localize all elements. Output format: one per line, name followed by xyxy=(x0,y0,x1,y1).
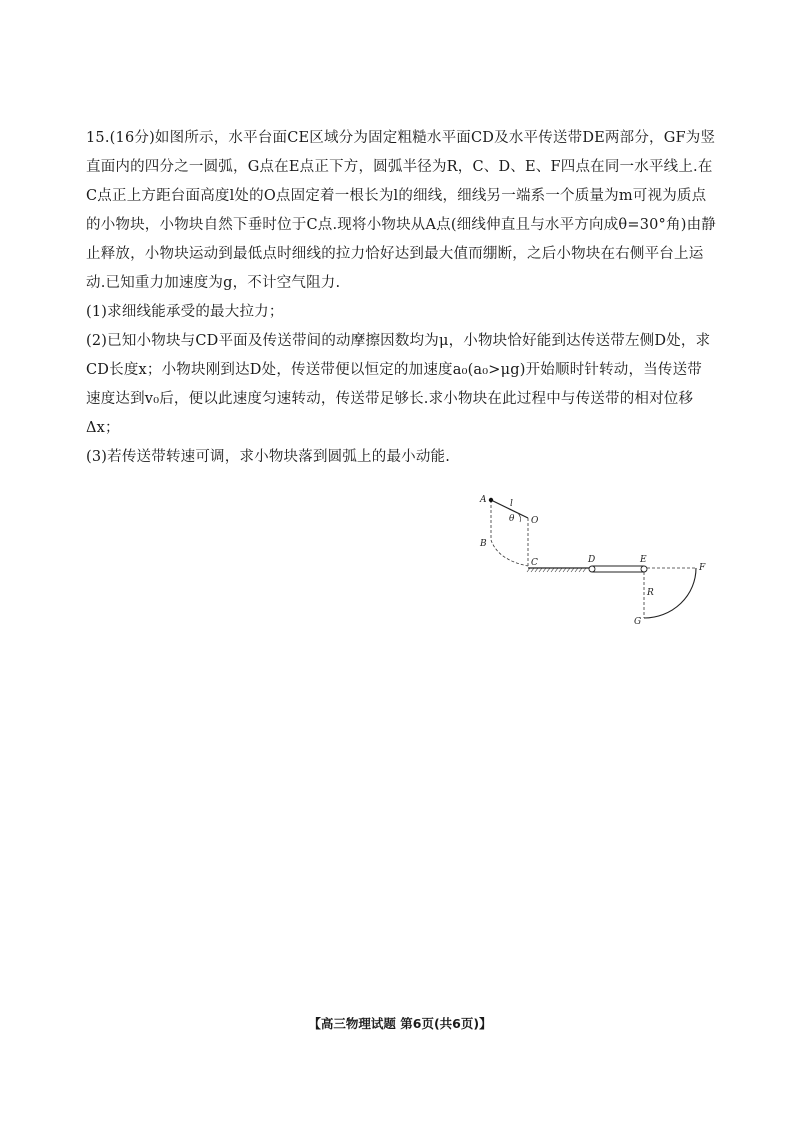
physics-diagram xyxy=(470,488,720,638)
question-1: (1)求细线能承受的最大拉力； xyxy=(86,304,284,320)
label-o: O xyxy=(531,516,539,526)
pulley-d xyxy=(589,566,595,572)
label-a: A xyxy=(480,495,487,505)
question-3: (3)若传送带转速可调，求小物块落到圆弧上的最小动能. xyxy=(86,449,451,465)
point-a xyxy=(489,498,493,502)
problem-15 xyxy=(86,124,716,472)
label-d: D xyxy=(588,555,596,565)
label-g: G xyxy=(634,617,642,627)
page-footer: 【高三物理试题 第6页(共6页)】 xyxy=(308,1016,492,1031)
label-e: E xyxy=(640,555,647,565)
conveyor-belt xyxy=(589,566,647,572)
label-l: l xyxy=(510,499,513,509)
question-2: (2)已知小物块与CD平面及传送带间的动摩擦因数均为μ，小物块恰好能到达传送带左侧D处，求CD长度x；小物块刚到达D处，传送带便以恒定的加速度a₀(a₀>μg)开始顺时针转动，当传送带速度达到v₀后，便以此速度匀速转动，传送带足够长.求小物块在此过程中与传送带的相对位移Δx； xyxy=(86,333,711,436)
label-c: C xyxy=(531,558,538,568)
label-theta: θ xyxy=(509,514,515,524)
swing-arc xyxy=(491,540,528,566)
pulley-e xyxy=(641,566,647,572)
label-f: F xyxy=(699,563,706,573)
label-b: B xyxy=(480,539,487,549)
label-r: R xyxy=(647,588,654,598)
problem-stem: 15.(16分)如图所示，水平台面CE区域分为固定粗糙水平面CD及水平传送带DE两部分，GF为竖直面内的四分之一圆弧，G点在E点正下方，圆弧半径为R，C、D、E、F四点在同一水平线上.在C点正上方距台面高度l处的O点固定着一根长为l的细线，细线另一端系一个质量为m可视为质点的小物块，小物块自然下垂时位于C点.现将小物块从A点(细线伸直且与水平方向成θ=30°角)由静止释放，小物块运动到最低点时细线的拉力恰好达到最大值而绷断，之后小物块在右侧平台上运动.已知重力加速度为g，不计空气阻力. xyxy=(86,130,716,291)
